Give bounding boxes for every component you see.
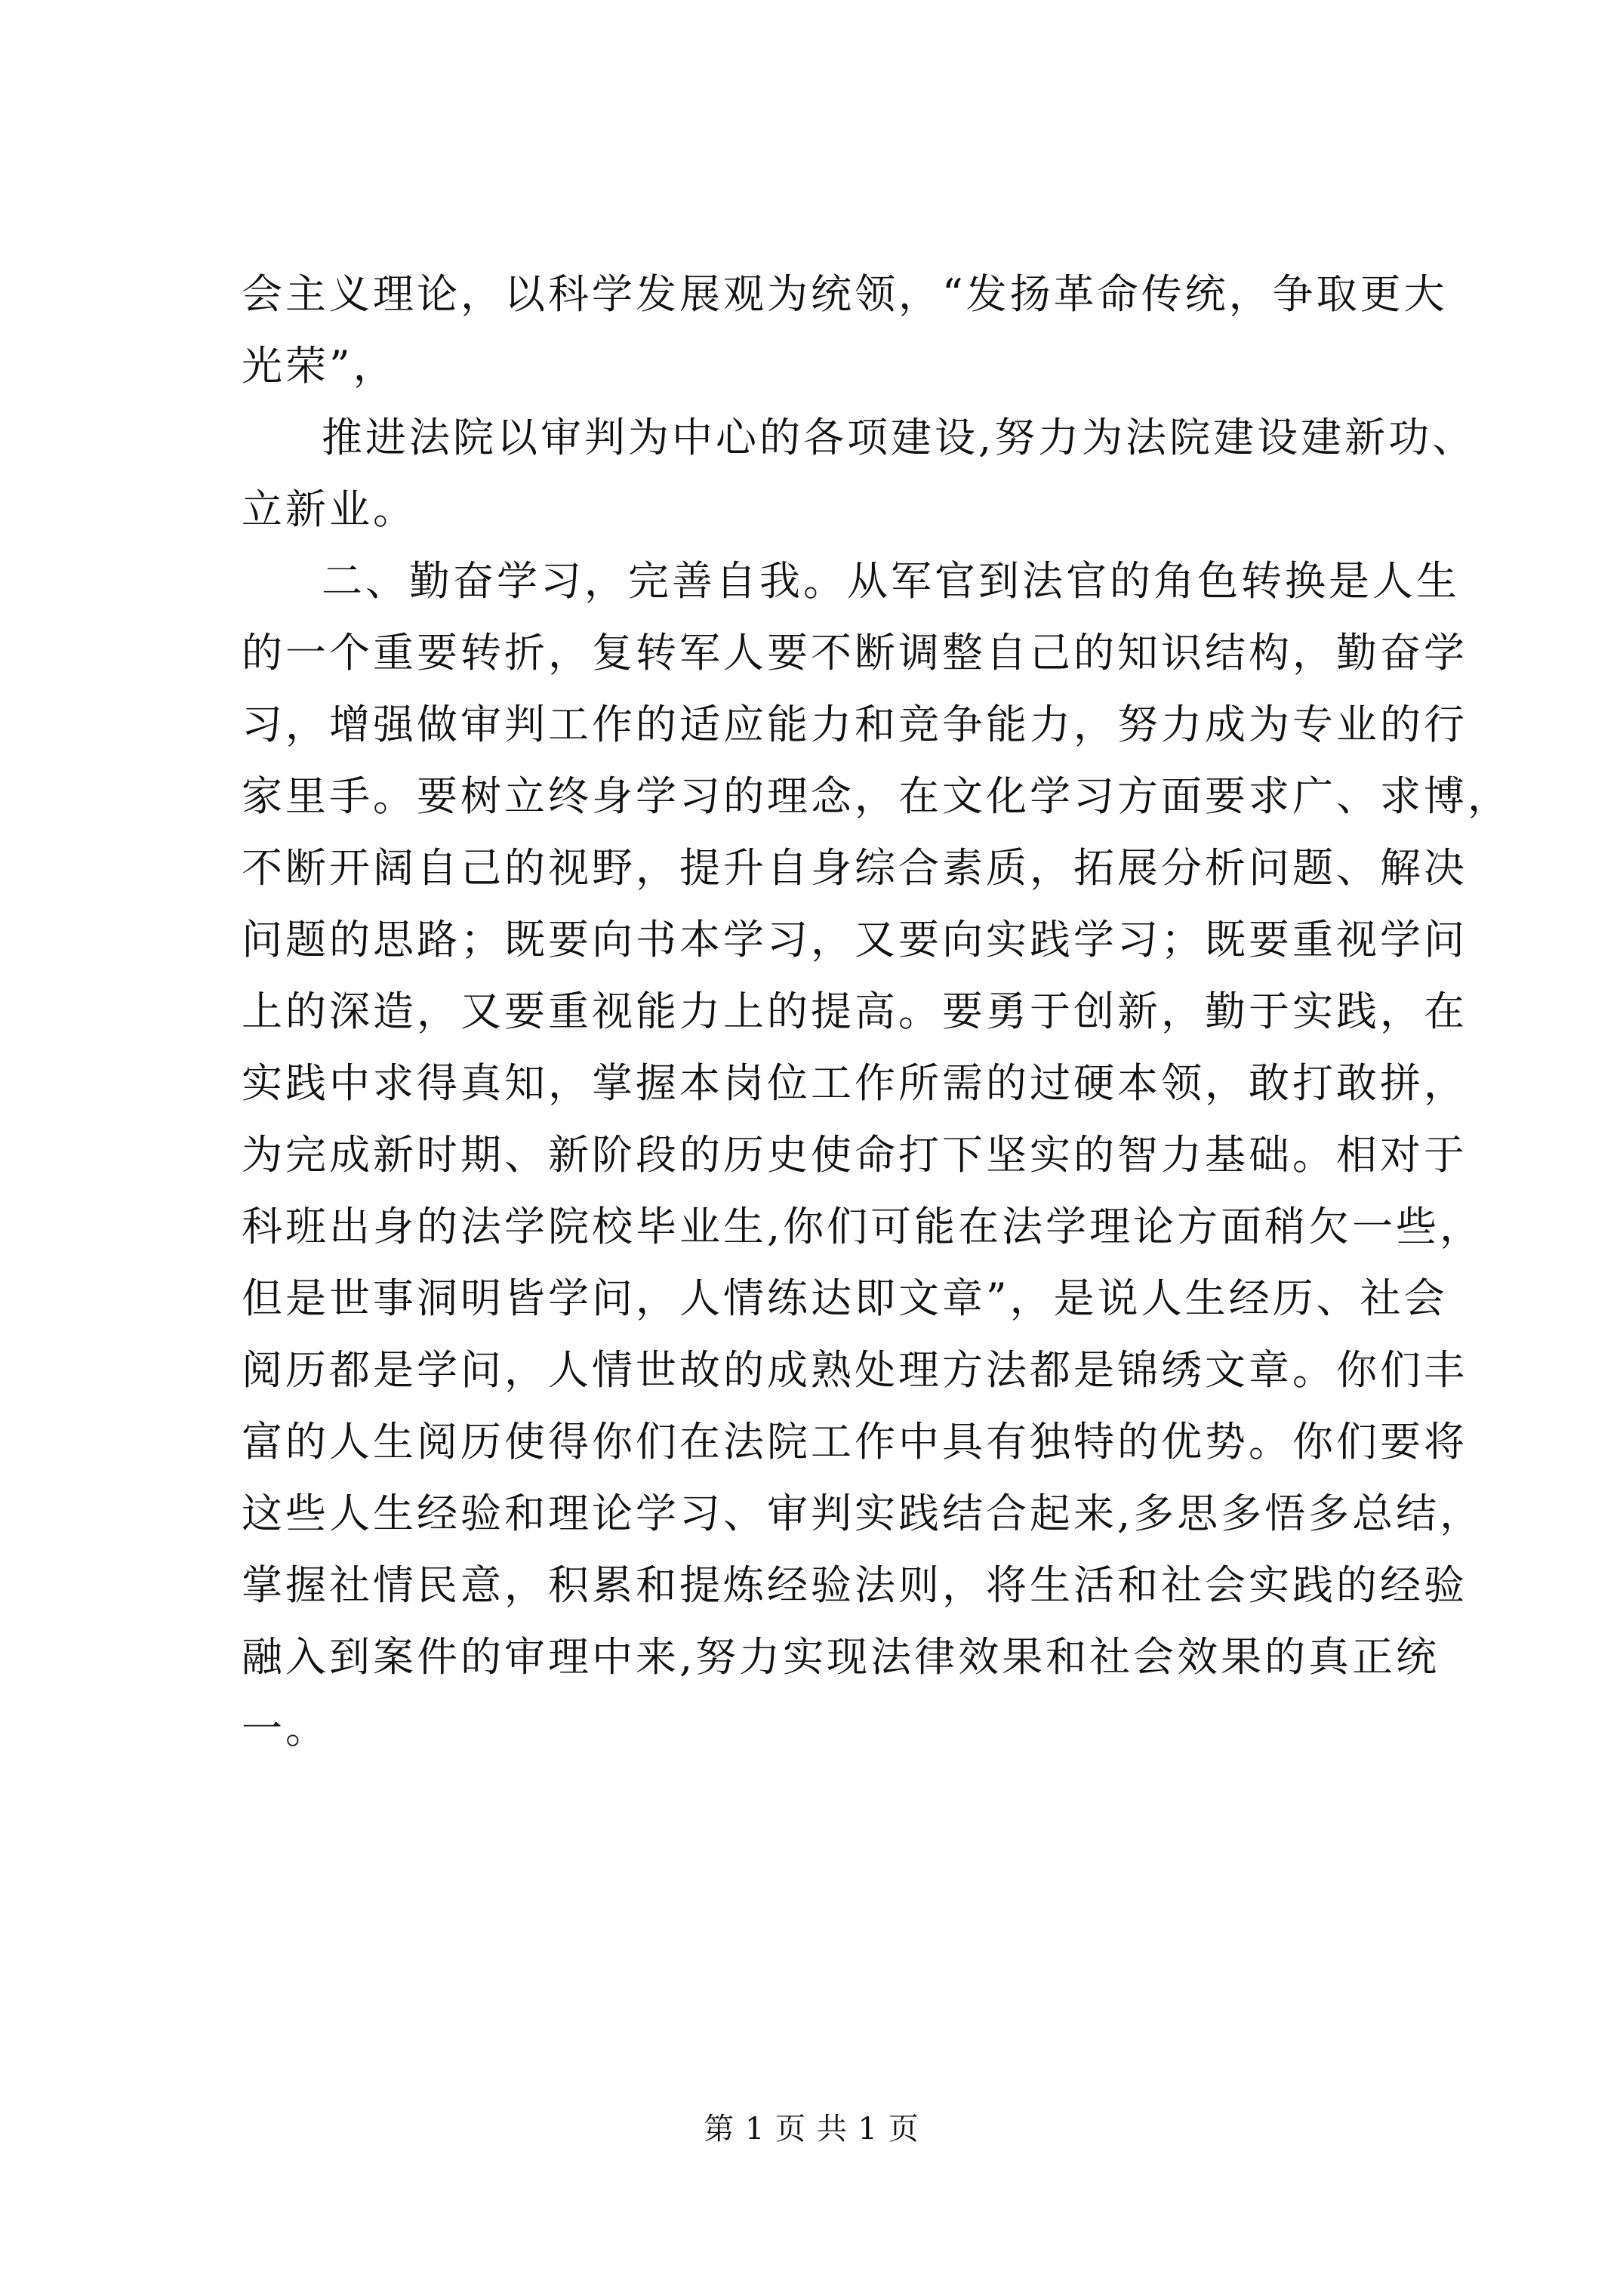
- paragraph-first-line: 推进法院以审判为中心的各项建设,努力为法院建设建新功、: [322, 414, 1477, 461]
- text-line: 一。: [242, 1705, 329, 1752]
- text-line: 习，增强做审判工作的适应能力和竞争能力，努力成为专业的行: [242, 701, 1467, 748]
- document-body: [242, 258, 1525, 1764]
- text-line: 会主义理论，以科学发展观为统领，“发扬革命传统，争取更大: [242, 270, 1448, 318]
- page-number-footer: 第 1 页 共 1 页: [704, 2112, 919, 2147]
- text-line: 但是世事洞明皆学问，人情练达即文章”，是说人生经历、社会: [242, 1274, 1448, 1322]
- text-line: 富的人生阅历使得你们在法院工作中具有独特的优势。你们要将: [242, 1418, 1467, 1465]
- text-line: 这些人生经验和理论学习、审判实践结合起来,多思多悟多总结，: [242, 1490, 1484, 1537]
- text-line: 为完成新时期、新阶段的历史使命打下坚实的智力基础。相对于: [242, 1131, 1467, 1179]
- text-line: 上的深造，又要重视能力上的提高。要勇于创新，勤于实践，在: [242, 988, 1467, 1035]
- text-line: 家里手。要树立终身学习的理念，在文化学习方面要求广、求博，: [242, 772, 1511, 820]
- text-line: 立新业。: [242, 485, 417, 533]
- text-line: 阅历都是学问，人情世故的成熟处理方法都是锦绣文章。你们丰: [242, 1346, 1467, 1394]
- section-heading-line: 二、勤奋学习，完善自我。从军官到法官的角色转换是人生: [322, 557, 1460, 605]
- text-line: 不断开阔自己的视野，提升自身综合素质，拓展分析问题、解决: [242, 844, 1467, 892]
- text-line: 科班出身的法学院校毕业生,你们可能在法学理论方面稍欠一些，: [242, 1203, 1484, 1250]
- text-line: 的一个重要转折，复转军人要不断调整自己的知识结构，勤奋学: [242, 629, 1467, 676]
- text-line: 融入到案件的审理中来,努力实现法律效果和社会效果的真正统: [242, 1633, 1440, 1681]
- text-line: 光荣”，: [242, 342, 397, 390]
- text-line: 问题的思路；既要向书本学习，又要向实践学习；既要重视学问: [242, 916, 1467, 963]
- text-line: 掌握社情民意，积累和提炼经验法则，将生活和社会实践的经验: [242, 1561, 1467, 1609]
- text-line: 实践中求得真知，掌握本岗位工作所需的过硬本领，敢打敢拼，: [242, 1059, 1467, 1107]
